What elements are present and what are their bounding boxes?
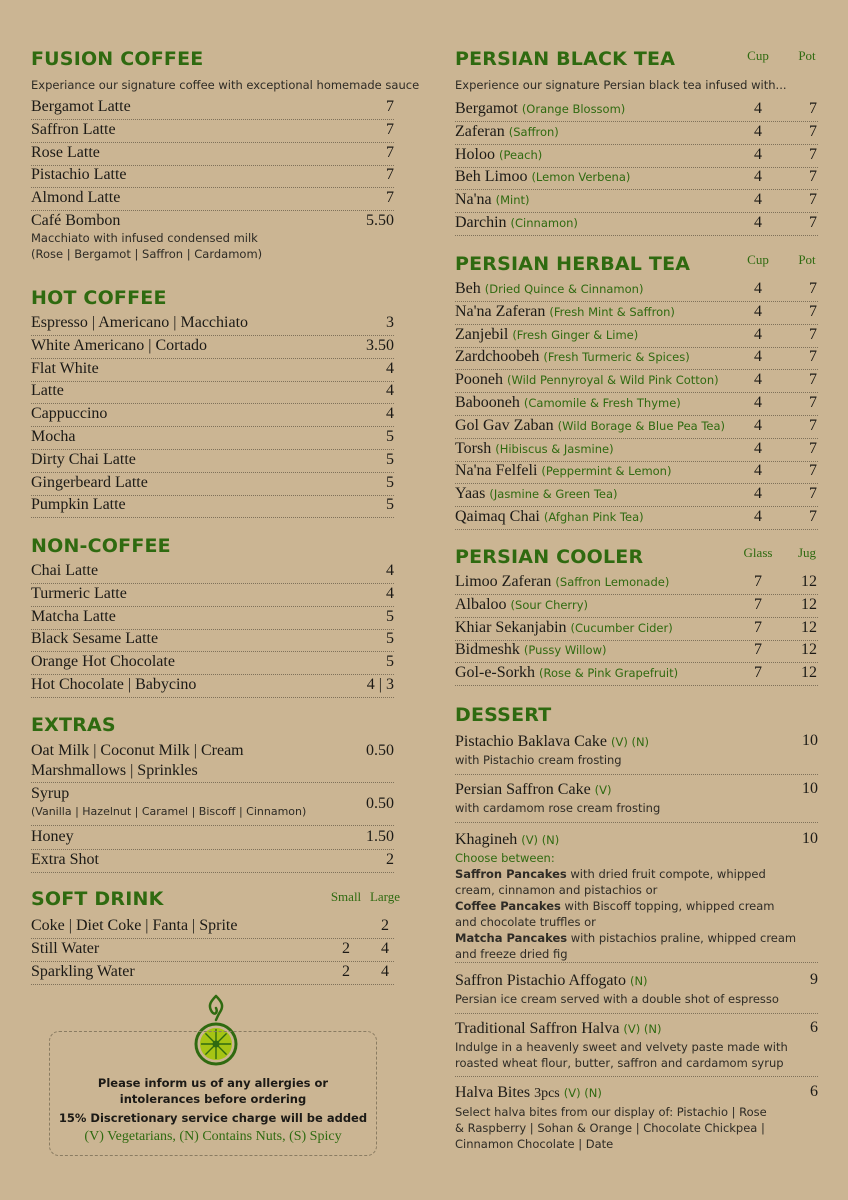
notice-line-2: intolerances before ordering	[119, 1092, 307, 1106]
bombon-desc-line-2: (Rose | Bergamot | Saffron | Cardamom)	[31, 247, 263, 261]
item-name: Albaloo	[455, 595, 507, 613]
item-price-large: 12	[801, 618, 817, 636]
item-price-large: 7	[809, 168, 817, 186]
dessert-halva	[455, 1019, 818, 1077]
halva-bites-qty: 3pcs	[534, 1086, 560, 1101]
halva-bites-tags: (V) (N)	[563, 1086, 602, 1100]
item-price: 5	[386, 496, 394, 514]
menu-item-row	[31, 120, 394, 143]
item-note: (Peach)	[499, 147, 543, 162]
extras-milk-line-1: Oat Milk | Coconut Milk | Cream	[31, 742, 244, 759]
extras-syrup-price: 0.50	[366, 795, 394, 812]
item-price-large: 12	[801, 664, 817, 682]
item-name: Limoo Zaferan	[455, 573, 552, 590]
item-note: (Lemon Verbena)	[531, 170, 631, 185]
halva-bites-desc-3: Cinnamon Chocolate | Date	[455, 1137, 614, 1151]
extras-syrup-row	[31, 784, 394, 826]
saffron-cake-tags: (V)	[594, 783, 612, 797]
menu-item-row	[455, 572, 818, 595]
item-note: (Dried Quince & Cinnamon)	[484, 282, 644, 296]
item-name-group	[455, 595, 588, 615]
item-name: Black Sesame Latte	[31, 630, 159, 648]
item-price-small: 4	[754, 416, 762, 434]
item-price: 4	[386, 405, 394, 423]
dessert-khagineh	[455, 830, 818, 963]
item-note: (Mint)	[495, 193, 530, 208]
menu-item-row	[455, 167, 818, 190]
halva-price: 6	[810, 1019, 818, 1036]
halva-bites-desc	[455, 1104, 818, 1152]
item-name-group	[31, 916, 237, 936]
saffron-cake-price: 10	[802, 780, 818, 797]
extras-milk-price: 0.50	[366, 742, 394, 759]
item-price-large: 7	[809, 394, 817, 411]
item-price-small: 4	[754, 302, 762, 320]
item-name: Qaimaq Chai	[455, 508, 540, 525]
item-name-group	[455, 167, 630, 187]
halva-tags: (V) (N)	[623, 1022, 662, 1036]
item-price-small: 2	[342, 962, 350, 980]
halva-bites-desc-1: Select halva bites from our display of: Pistachio | Rose	[455, 1105, 767, 1119]
item-name: Gol Gav Zaban	[455, 416, 554, 434]
item-name: Sparkling Water	[31, 962, 135, 980]
soft-drink-header-large: Large	[369, 889, 401, 904]
menu-item-row	[31, 607, 394, 630]
item-name: Khiar Sekanjabin	[455, 618, 567, 636]
item-name: Darchin	[455, 214, 507, 231]
item-name-group	[455, 213, 578, 233]
item-price-large: 7	[809, 191, 817, 209]
menu-item-row	[455, 640, 818, 663]
halva-bites-price: 6	[810, 1083, 818, 1100]
section-title-herbal-tea: PERSIAN HERBAL TEA	[455, 253, 691, 275]
item-price-large: 7	[809, 348, 817, 366]
menu-item-row	[455, 279, 818, 302]
item-name: Na'na	[455, 191, 492, 209]
menu-item-row	[31, 143, 394, 166]
khagineh-opt3-b: and freeze dried fig	[455, 947, 568, 961]
item-price: 2	[386, 850, 394, 868]
notice-service-charge: 15% Discretionary service charge will be added	[58, 1111, 368, 1125]
khagineh-opt1-name: Saffron Pancakes	[455, 867, 567, 881]
extras-syrup-options: (Vanilla | Hazelnut | Caramel | Biscoff | Cinnamon)	[31, 805, 307, 818]
item-name-group	[455, 507, 644, 527]
item-price-large: 7	[809, 145, 817, 163]
menu-item-row	[31, 381, 394, 404]
menu-item-row	[31, 188, 394, 211]
item-name: Mocha	[31, 428, 76, 445]
menu-item-row	[31, 427, 394, 450]
item-name-group	[31, 962, 135, 982]
menu-item-row	[31, 473, 394, 496]
section-title-black-tea: PERSIAN BLACK TEA	[455, 48, 676, 70]
menu-item-row	[455, 663, 818, 686]
menu-item-row	[31, 916, 394, 939]
item-price-small: 7	[754, 641, 762, 659]
item-price-large: 12	[801, 595, 817, 613]
item-price-small: 4	[754, 325, 762, 343]
item-price: 5	[386, 428, 394, 445]
menu-item-row	[31, 404, 394, 427]
menu-item-row	[31, 97, 394, 120]
item-price: 7	[386, 166, 394, 184]
item-name-group	[455, 416, 725, 436]
item-price-small: 4	[754, 508, 762, 525]
khagineh-opt2-name: Coffee Pancakes	[455, 899, 561, 913]
affogato-price: 9	[810, 971, 818, 988]
affogato-tags: (N)	[629, 974, 648, 988]
baklava-name: Pistachio Baklava Cake	[455, 733, 607, 750]
notice-legend: (V) Vegetarians, (N) Contains Nuts, (S) Spicy	[84, 1129, 342, 1144]
halva-name: Traditional Saffron Halva	[455, 1020, 620, 1037]
item-price-small: 4	[754, 371, 762, 389]
section-title-non-coffee: NON-COFFEE	[31, 535, 171, 557]
halva-desc-2: roasted wheat flour, butter, saffron and cardamom syrup	[455, 1056, 784, 1070]
menu-item-row	[31, 313, 394, 336]
item-price-large: 7	[809, 485, 817, 503]
saffron-cake-name: Persian Saffron Cake	[455, 781, 591, 798]
item-name-group	[455, 618, 673, 638]
item-note: (Cucumber Cider)	[570, 620, 673, 635]
item-price: 5	[386, 607, 394, 625]
item-price-large: 4	[381, 939, 389, 957]
item-price: 4	[386, 359, 394, 377]
menu-item-row	[31, 652, 394, 675]
menu-item-row	[31, 561, 394, 584]
item-price-large: 7	[809, 508, 817, 525]
item-price-large: 12	[801, 573, 817, 590]
extras-syrup-name: Syrup	[31, 785, 70, 802]
item-price-small: 4	[754, 280, 762, 297]
menu-item-row	[455, 439, 818, 462]
item-name-group	[455, 393, 681, 413]
item-price-large: 7	[809, 100, 817, 117]
item-note: (Rose & Pink Grapefruit)	[538, 666, 679, 681]
menu-item-row	[31, 336, 394, 359]
menu-item-row	[455, 416, 818, 439]
menu-item-row	[455, 595, 818, 618]
item-price: 1.50	[366, 828, 394, 845]
item-name-group	[455, 325, 638, 345]
item-name: Pumpkin Latte	[31, 496, 126, 514]
section-title-cooler: PERSIAN COOLER	[455, 546, 644, 568]
khagineh-opt2-a: with Biscoff topping, whipped cream	[560, 899, 775, 913]
cooler-header-jug: Jug	[797, 545, 817, 560]
menu-item-row	[455, 461, 818, 484]
item-price: 4	[386, 584, 394, 602]
item-name: Beh Limoo	[455, 168, 528, 186]
item-name: Na'na Felfeli	[455, 462, 538, 480]
item-price-large: 7	[809, 462, 817, 480]
item-price: 5	[386, 630, 394, 648]
item-price: 5.50	[366, 212, 394, 229]
item-price: 7	[386, 120, 394, 138]
menu-item-row	[31, 359, 394, 382]
item-name-group	[455, 279, 643, 299]
item-note: (Pussy Willow)	[523, 643, 607, 658]
menu-item-row	[455, 393, 818, 416]
dessert-baklava	[455, 732, 818, 775]
item-name-group	[455, 145, 542, 165]
menu-item-row	[455, 302, 818, 325]
item-name: Café Bombon	[31, 212, 121, 229]
item-name: Bidmeshk	[455, 641, 520, 659]
item-name: Orange Hot Chocolate	[31, 653, 175, 671]
menu-item-row	[455, 190, 818, 213]
affogato-name: Saffron Pistachio Affogato	[455, 972, 626, 989]
item-name-group	[455, 190, 530, 210]
menu-item-row	[455, 99, 818, 122]
item-price-large: 4	[381, 962, 389, 980]
item-name: Beh	[455, 280, 481, 297]
section-subtitle-fusion-coffee: Experiance our signature coffee with exceptional homemade sauce	[31, 78, 420, 92]
item-price-large: 7	[809, 280, 817, 297]
item-price: 5	[386, 473, 394, 491]
item-name: Na'na Zaferan	[455, 302, 546, 320]
section-subtitle-black-tea: Experience our signature Persian black tea infused with...	[455, 78, 787, 92]
menu-item-row	[455, 325, 818, 348]
item-name: Saffron Latte	[31, 120, 116, 138]
item-name: Hot Chocolate | Babycino	[31, 676, 197, 693]
item-name: Turmeric Latte	[31, 584, 127, 602]
item-name: Gingerbeard Latte	[31, 473, 148, 491]
section-title-soft-drink: SOFT DRINK	[31, 888, 164, 910]
item-price-small: 4	[754, 462, 762, 480]
halva-bites-name: Halva Bites	[455, 1084, 531, 1101]
item-name: Latte	[31, 382, 64, 400]
menu-item-row	[455, 507, 818, 530]
item-price: 7	[386, 189, 394, 207]
item-name: Zardchoobeh	[455, 348, 540, 366]
item-price: 4	[386, 382, 394, 400]
item-name: Cappuccino	[31, 405, 108, 423]
item-name: Pistachio Latte	[31, 166, 127, 184]
khagineh-tags: (V) (N)	[521, 833, 560, 847]
item-price-large: 7	[809, 214, 817, 231]
item-name: Almond Latte	[31, 189, 121, 207]
item-note: (Peppermint & Lemon)	[541, 464, 672, 479]
item-name: Matcha Latte	[31, 607, 116, 625]
item-name-group	[455, 99, 625, 119]
item-price-small: 4	[754, 100, 762, 117]
item-name: Torsh	[455, 439, 492, 457]
menu-item-row	[31, 939, 394, 962]
item-name-group	[455, 461, 671, 481]
item-price-large: 7	[809, 439, 817, 457]
item-price-small: 4	[754, 348, 762, 366]
item-price-small: 4	[754, 191, 762, 209]
dessert-halva-bites	[455, 1083, 818, 1153]
item-price-large: 7	[809, 122, 817, 140]
menu-item-row	[455, 145, 818, 168]
menu-item-row	[455, 213, 818, 236]
item-price-large: 12	[801, 641, 817, 659]
menu-item-row	[31, 165, 394, 188]
dessert-saffron-cake	[455, 780, 818, 823]
item-name-group	[455, 640, 606, 660]
menu-item-row	[31, 584, 394, 607]
menu-item-row	[31, 827, 394, 850]
item-price: 5	[386, 653, 394, 671]
item-name: Coke | Diet Coke | Fanta | Sprite	[31, 917, 238, 934]
halva-bites-desc-2: & Raspberry | Sohan & Orange | Chocolate Chickpea |	[455, 1121, 765, 1135]
dessert-affogato	[455, 971, 818, 1014]
section-title-fusion-coffee: FUSION COFFEE	[31, 48, 204, 70]
item-name: Gol-e-Sorkh	[455, 664, 535, 682]
menu-item-row	[31, 495, 394, 518]
item-name: Bergamot Latte	[31, 98, 131, 115]
item-price-small: 7	[754, 664, 762, 682]
halva-desc	[455, 1039, 818, 1071]
item-price-small: 2	[342, 939, 350, 957]
notice-line-1: Please inform us of any allergies or	[97, 1076, 329, 1090]
section-title-extras: EXTRAS	[31, 714, 116, 736]
item-name: Extra Shot	[31, 850, 99, 868]
item-price-small: 7	[754, 595, 762, 613]
khagineh-price: 10	[802, 830, 818, 847]
baklava-desc: with Pistachio cream frosting	[455, 753, 622, 767]
item-name-group	[455, 663, 678, 683]
item-price-small: 7	[754, 573, 762, 590]
item-name-group	[455, 370, 719, 390]
menu-item-row	[31, 450, 394, 473]
item-note: (Sour Cherry)	[510, 597, 588, 612]
item-name: Still Water	[31, 939, 100, 957]
khagineh-opt3-a: with pistachios praline, whipped cream	[567, 931, 797, 945]
bombon-desc-line-1: Macchiato with infused condensed milk	[31, 231, 258, 245]
saffron-cake-desc: with cardamom rose cream frosting	[455, 801, 661, 815]
affogato-desc: Persian ice cream served with a double shot of espresso	[455, 992, 779, 1006]
khagineh-name: Khagineh	[455, 831, 518, 848]
allergy-notice	[49, 1031, 377, 1156]
khagineh-opt3-name: Matcha Pancakes	[455, 931, 568, 945]
item-price: 4 | 3	[366, 676, 394, 693]
menu-item-row	[31, 850, 394, 873]
item-name-group	[31, 939, 99, 959]
menu-item-row	[31, 675, 394, 698]
item-price: 4	[386, 562, 394, 579]
halva-desc-1: Indulge in a heavenly sweet and velvety paste made with	[455, 1040, 788, 1054]
extras-milk-line-2: Marshmallows | Sprinkles	[31, 762, 198, 779]
black-tea-header-pot: Pot	[798, 48, 816, 63]
menu-item-row	[455, 484, 818, 507]
item-name-group	[455, 572, 669, 592]
item-price-large: 7	[809, 416, 817, 434]
item-price: 3	[386, 314, 394, 331]
item-name: Honey	[31, 828, 74, 845]
item-name: Rose Latte	[31, 143, 100, 161]
khagineh-opt2-b: and chocolate truffles or	[455, 915, 596, 929]
item-price: 7	[386, 98, 394, 115]
item-price-small: 4	[754, 145, 762, 163]
menu-item-row	[31, 962, 394, 985]
item-price-large: 7	[809, 302, 817, 320]
item-note: (Wild Pennyroyal & Wild Pink Cotton)	[507, 373, 719, 388]
item-name-group	[455, 302, 675, 322]
item-price: 5	[386, 450, 394, 468]
item-name: Zaferan	[455, 122, 505, 140]
item-name: Pooneh	[455, 371, 503, 389]
baklava-tags: (V) (N)	[610, 735, 650, 749]
item-name: Yaas	[455, 485, 486, 503]
item-name-group	[455, 122, 559, 142]
item-price-small: 4	[754, 214, 762, 231]
soft-drink-header-small: Small	[330, 889, 362, 904]
item-note: (Wild Borage & Blue Pea Tea)	[557, 418, 726, 433]
item-note: (Saffron)	[508, 124, 559, 139]
item-price: 7	[386, 143, 394, 161]
item-name: Babooneh	[455, 394, 520, 411]
khagineh-opt1-b: cream, cinnamon and pistachios or	[455, 883, 658, 897]
item-note: (Fresh Mint & Saffron)	[549, 304, 675, 319]
item-note: (Fresh Turmeric & Spices)	[543, 350, 690, 365]
black-tea-header-cup: Cup	[747, 48, 769, 63]
item-name: Chai Latte	[31, 562, 99, 579]
herbal-tea-header-cup: Cup	[747, 252, 769, 267]
item-name: White Americano | Cortado	[31, 336, 208, 354]
item-name: Dirty Chai Latte	[31, 450, 136, 468]
item-note: (Camomile & Fresh Thyme)	[523, 396, 681, 410]
item-name: Flat White	[31, 359, 99, 377]
item-price-small: 4	[754, 439, 762, 457]
item-note: (Hibiscus & Jasmine)	[495, 441, 614, 456]
item-name: Espresso | Americano | Macchiato	[31, 314, 249, 331]
khagineh-desc	[455, 850, 818, 962]
item-note: (Orange Blossom)	[521, 102, 626, 116]
item-name: Bergamot	[455, 100, 518, 117]
item-price-small: 7	[754, 618, 762, 636]
herbal-tea-header-pot: Pot	[798, 252, 816, 267]
item-note: (Cinnamon)	[510, 216, 578, 230]
menu-item-row	[31, 629, 394, 652]
extras-milk-row	[31, 741, 394, 783]
item-price-large: 7	[809, 371, 817, 389]
item-price: 3.50	[366, 336, 394, 354]
menu-item-row	[455, 370, 818, 393]
cooler-header-glass: Glass	[743, 545, 773, 560]
bombon-description	[31, 230, 262, 262]
item-name-group	[455, 439, 614, 459]
menu-item-row	[455, 347, 818, 370]
item-name-group	[455, 484, 618, 504]
item-price-small: 4	[754, 485, 762, 503]
item-note: (Fresh Ginger & Lime)	[512, 327, 639, 342]
menu-item-row	[455, 122, 818, 145]
item-name-group	[455, 347, 690, 367]
menu-item-row	[455, 618, 818, 641]
baklava-price: 10	[802, 732, 818, 749]
section-title-dessert: DESSERT	[455, 704, 552, 726]
section-title-hot-coffee: HOT COFFEE	[31, 287, 167, 309]
item-note: (Saffron Lemonade)	[555, 575, 670, 589]
item-price-small: 4	[754, 122, 762, 140]
item-price-small: 4	[754, 394, 762, 411]
item-note: (Jasmine & Green Tea)	[489, 487, 618, 502]
item-name: Holoo	[455, 145, 495, 163]
item-price-large: 2	[381, 917, 389, 934]
item-note: (Afghan Pink Tea)	[543, 510, 644, 524]
khagineh-opt1-a: with dried fruit compote, whipped	[566, 867, 766, 881]
item-name: Zanjebil	[455, 325, 509, 343]
khagineh-choose: Choose between:	[455, 851, 555, 865]
item-price-large: 7	[809, 325, 817, 343]
item-price-small: 4	[754, 168, 762, 186]
